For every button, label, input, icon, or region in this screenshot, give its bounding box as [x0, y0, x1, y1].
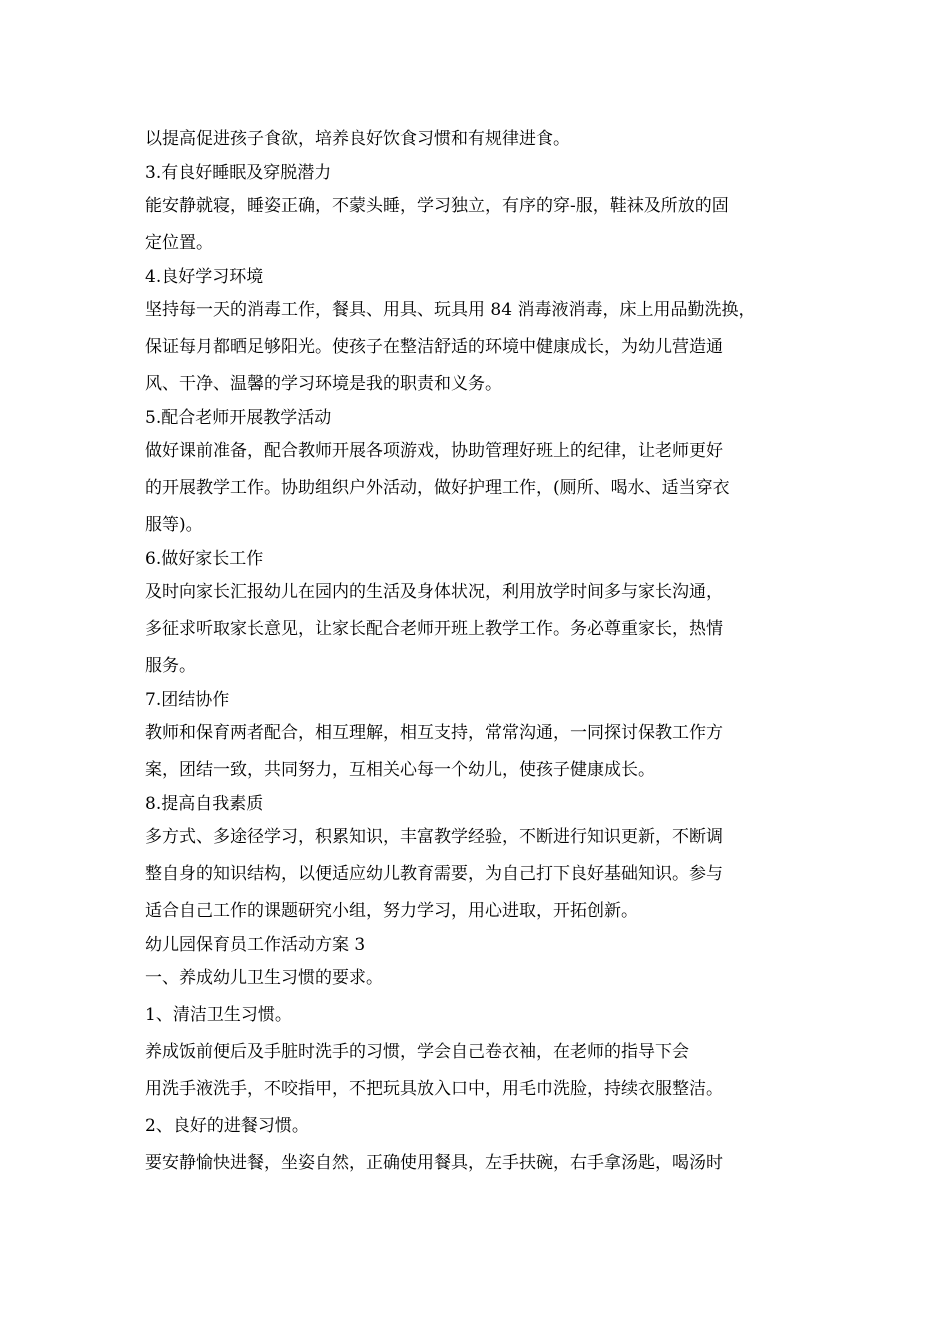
section-heading: 4.良好学习环境	[145, 267, 264, 287]
text-line: 要安静愉快进餐，坐姿自然，正确使用餐具，左手扶碗，右手拿汤匙，喝汤时	[145, 1153, 723, 1173]
text-line: 保证每月都晒足够阳光。使孩子在整洁舒适的环境中健康成长，为幼儿营造通	[145, 337, 723, 357]
text-line: 教师和保育两者配合，相互理解，相互支持，常常沟通，一同探讨保教工作方	[145, 723, 723, 743]
text-line: 2、良好的进餐习惯。	[145, 1116, 309, 1136]
document-title: 幼儿园保育员工作活动方案 3	[145, 935, 366, 955]
text-line: 服等)。	[145, 515, 203, 535]
text-line: 用洗手液洗手，不咬指甲，不把玩具放入口中，用毛巾洗脸，持续衣服整洁。	[145, 1079, 723, 1099]
text-line: 能安静就寝，睡姿正确，不蒙头睡，学习独立，有序的穿-服，鞋袜及所放的固	[145, 196, 729, 216]
text-line: 1、清洁卫生习惯。	[145, 1005, 292, 1025]
text-line: 服务。	[145, 656, 196, 676]
text-line: 多方式、多途径学习，积累知识，丰富教学经验，不断进行知识更新，不断调	[145, 827, 723, 847]
text-line: 及时向家长汇报幼儿在园内的生活及身体状况，利用放学时间多与家长沟通，	[145, 582, 723, 602]
text-line: 做好课前准备，配合教师开展各项游戏，协助管理好班上的纪律，让老师更好	[145, 441, 723, 461]
text-line: 适合自己工作的课题研究小组，努力学习，用心进取，开拓创新。	[145, 901, 638, 921]
text-line: 多征求听取家长意见，让家长配合老师开班上教学工作。务必尊重家长，热情	[145, 619, 723, 639]
text-line: 案，团结一致，共同努力，互相关心每一个幼儿，使孩子健康成长。	[145, 760, 655, 780]
text-line: 风、干净、温馨的学习环境是我的职责和义务。	[145, 374, 502, 394]
document-body	[145, 121, 825, 1182]
text-line: 的开展教学工作。协助组织户外活动，做好护理工作，(厕所、喝水、适当穿衣	[145, 478, 730, 498]
text-line: 养成饭前便后及手脏时洗手的习惯，学会自己卷衣袖，在老师的指导下会	[145, 1042, 689, 1062]
section-heading: 3.有良好睡眠及穿脱潜力	[145, 163, 332, 183]
text-line: 定位置。	[145, 233, 213, 253]
section-heading: 5.配合老师开展教学活动	[145, 408, 332, 428]
text-line: 整自身的知识结构，以便适应幼儿教育需要，为自己打下良好基础知识。参与	[145, 864, 723, 884]
section-heading: 6.做好家长工作	[145, 549, 264, 569]
text-line: 以提高促进孩子食欲，培养良好饮食习惯和有规律进食。	[145, 129, 570, 149]
text-line: 一、养成幼儿卫生习惯的要求。	[145, 968, 383, 988]
section-heading: 8.提高自我素质	[145, 794, 264, 814]
section-heading: 7.团结协作	[145, 690, 230, 710]
text-line: 坚持每一天的消毒工作，餐具、用具、玩具用 84 消毒液消毒，床上用品勤洗换，	[145, 300, 756, 320]
